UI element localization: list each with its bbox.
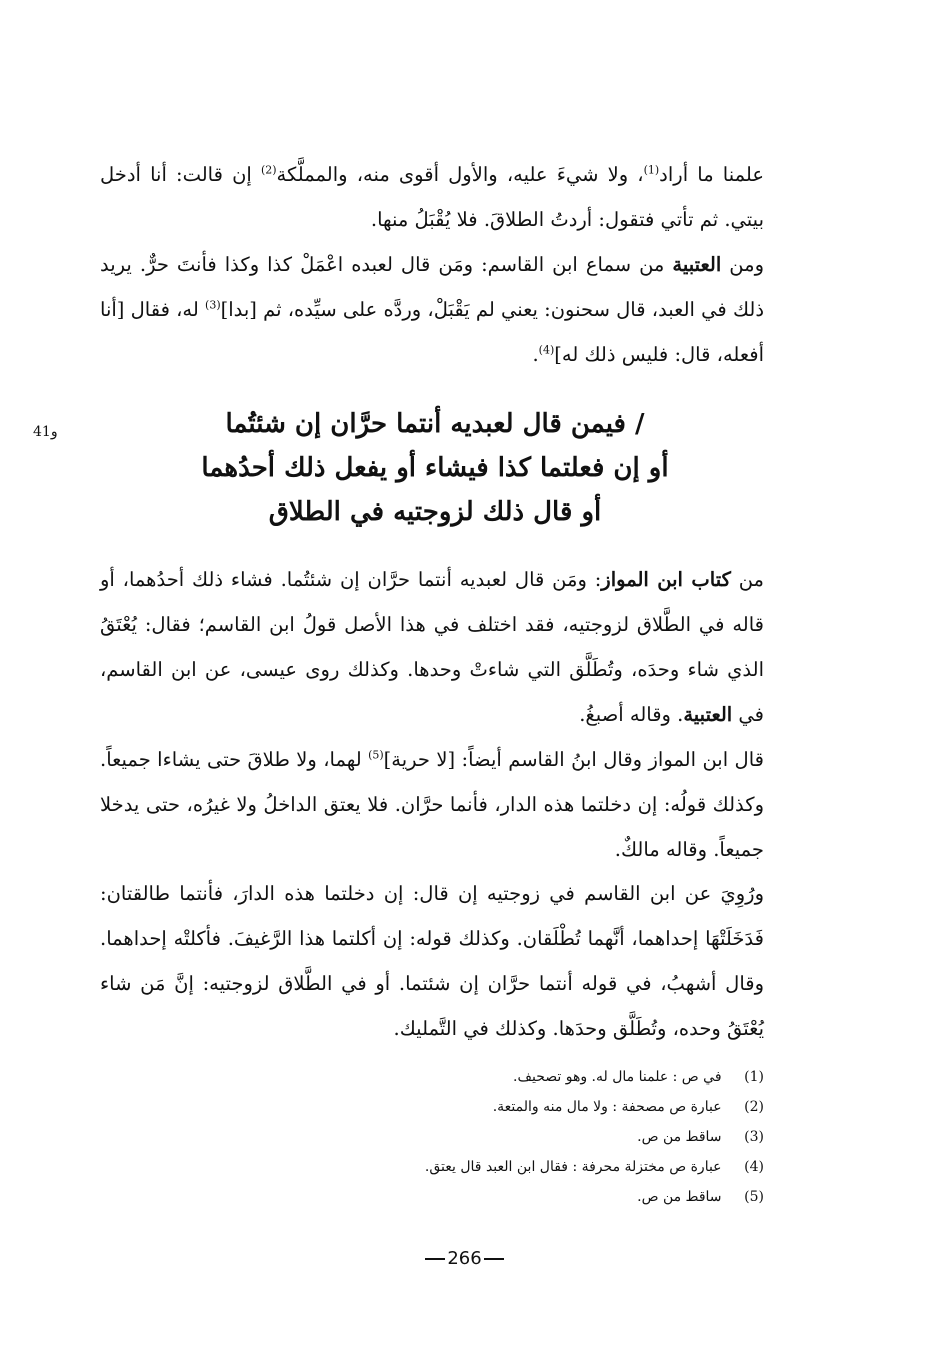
paragraph-text: من سماع ابن القاسم: ومَن قال لعبده اعْمَلْ كذا وكذا فأنتَ حرٌّ. يريد ذلك في العبد، قال سحنون: يعني لم يَقْبَلْ، وردَّه على سيِّده، ثم [بدا] (100, 253, 764, 321)
paragraph-5 (100, 871, 764, 1051)
paragraph-4 (100, 737, 764, 872)
paragraph-text: ، ولا شيءَ عليه، والأول أقوى منه، والمملَّكة (276, 163, 644, 186)
section-heading (150, 402, 720, 534)
paragraph-3 (100, 557, 764, 737)
footnote-text: في ص : علمنا مال له. وهو تصحيف. (513, 1069, 722, 1085)
footnote-marker: (1) (643, 163, 660, 177)
footnote (300, 1062, 764, 1092)
paragraph-text: . (532, 343, 539, 366)
footnote-marker: (4) (538, 343, 555, 357)
paragraph-2 (100, 242, 764, 377)
page-number (0, 1248, 929, 1269)
footnote (300, 1092, 764, 1122)
paragraph-text: إن قالت: أنا أدخل بيتي. ثم تأتي فتقول: أردتُ الطلاقَ. فلا يُقْبَلُ منها. (100, 163, 764, 231)
paragraph-1 (100, 152, 764, 242)
page-number-value: 266 (447, 1248, 482, 1269)
paragraph-text: ومن (721, 253, 764, 276)
footnote-text: ساقط من ص. (637, 1189, 722, 1205)
paragraph-text: ورُوِيَ عن ابن القاسم في زوجتيه إن قال: إن دخلتما هذه الدارَ، فأنتما طالقتان: فَدَخَلَتْهَا إحداهما، أنَّهما تُطْلَقان. وكذلك قوله: إن أكلتما هذا الرَّغيفَ. فأكلتْه إحداهما. وقال أشهبُ، في قوله أنتما حرَّان إن شئتما. أو في الطَّلاق لزوجتيه: إنَّ مَن شاء يُعْتَقُ وحده، وتُطَلَّق وحدَها. وكذلك في التَّمليك. (100, 882, 764, 1040)
footnote-marker: (3) (205, 298, 221, 312)
source-title: العتبية (683, 703, 733, 726)
source-title: العتبية (672, 253, 722, 276)
footnote-text: ساقط من ص. (637, 1129, 722, 1145)
footnote-number: (3) (744, 1129, 764, 1145)
footnote-number: (4) (744, 1159, 764, 1175)
paragraph-text: : ومَن قال لعبديه أنتما حرَّان إن شئتُما. فشاء ذلك أحدُهما، أو قاله في الطَّلاق لزوجتيه، فقد اختلف في هذا الأصل قولُ ابن القاسم؛ فقال: يُعْتَقُ الذي شاء وحدَه، وتُطَلَّق التي شاءتْ وحدها. وكذلك روى عيسى، عن ابن القاسم، في (100, 568, 764, 726)
footnotes (300, 1062, 764, 1212)
paragraph-text: له، فقال [أنا أفعله، قال: فليس ذلك له] (100, 298, 764, 366)
source-title: كتاب ابن المواز (601, 568, 731, 591)
footnote-number: (5) (744, 1189, 764, 1205)
paragraph-text: . وقاله أصبغُ. (579, 703, 684, 726)
footnote (300, 1182, 764, 1212)
footnote-number: (2) (744, 1099, 764, 1115)
footnote-marker: (2) (260, 163, 277, 177)
footnote-marker: (5) (368, 748, 384, 762)
footnote-text: عبارة ص مختزلة محرفة : فقال ابن العبد قال يعتق. (424, 1159, 722, 1175)
footnote (300, 1152, 764, 1182)
footnote-number: (1) (744, 1069, 764, 1085)
heading-line-2: أو إن فعلتما كذا فيشاء أو يفعل ذلك أحدُهما (201, 453, 669, 483)
heading-line-1: / فيمن قال لعبديه أنتما حرَّان إن شئتُما (225, 409, 645, 439)
heading-line-3: أو قال ذلك لزوجتيه في الطلاق (268, 497, 602, 527)
rule-left (425, 1258, 445, 1260)
paragraph-text: قال ابن المواز وقال ابنُ القاسم أيضاً: [لا حرية] (383, 748, 764, 771)
footnote-text: عبارة ص مصحفة : ولا مال منه والمتعة. (492, 1099, 722, 1115)
rule-right (484, 1258, 504, 1260)
margin-folio-note: و41 (33, 424, 58, 440)
paragraph-text: علمنا ما أراد (659, 163, 764, 186)
footnote (300, 1122, 764, 1152)
paragraph-text: من (730, 568, 764, 591)
paragraph-text: لهما، ولا طلاقَ حتى يشاءا جميعاً. وكذلك قولُه: إن دخلتما هذه الدار، فأنما حرَّان. فلا يعتق الداخلُ ولا غيرُه، حتى يدخلا جميعاً. وقاله مالكٌ. (100, 748, 764, 861)
